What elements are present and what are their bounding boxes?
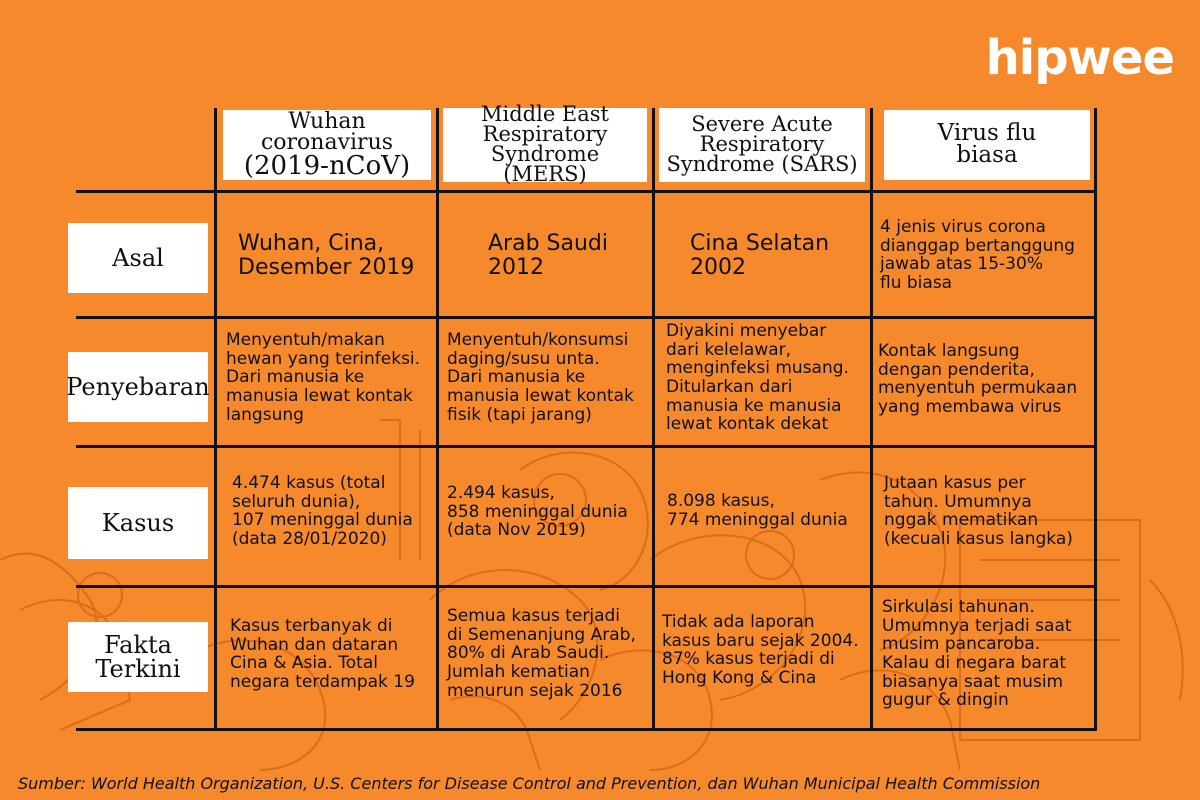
cell-penyebaran-mers: Menyentuh/konsumsi daging/susu unta. Dari manusia ke manusia lewat kontak fisik (tapi jarang) — [447, 330, 634, 425]
column-header-line: Wuhan coronavirus — [260, 108, 394, 155]
source-caption: Sumber: World Health Organization, U.S. Centers for Disease Control and Prevention, dan Wuhan Municipal Health Commission — [18, 774, 1041, 793]
cell-penyebaran-sars: Diyakini menyebar dari kelelawar, menginfeksi musang. Ditularkan dari manusia ke manusia lewat kontak dekat — [666, 321, 849, 435]
vline-3 — [652, 108, 655, 730]
vline-5 — [1094, 108, 1097, 730]
column-header-line: (2019-nCoV) — [243, 150, 411, 181]
cell-asal-mers: Arab Saudi 2012 — [488, 231, 609, 281]
row-header-asal: Asal — [68, 223, 208, 293]
cell-fakta-mers: Semua kasus terjadi di Semenanjung Arab, 80% di Arab Saudi. Jumlah kematian menurun sejak 2016 — [447, 606, 636, 701]
cell-kasus-2019-ncov: 4.474 kasus (total seluruh dunia), 107 meninggal dunia (data 28/01/2020) — [232, 473, 413, 550]
column-header-line: Severe Acute — [691, 112, 833, 137]
column-header-line: Syndrome (SARS) — [666, 151, 858, 176]
cell-kasus-flu: Jutaan kasus per tahun. Umumnya nggak mematikan (kecuali kasus langka) — [884, 473, 1073, 550]
column-header-line: Respiratory — [699, 132, 825, 157]
column-header-flu — [884, 110, 1090, 180]
column-header-line: Respiratory — [482, 122, 608, 147]
hipwee-logo: hipwee — [985, 30, 1174, 86]
cell-penyebaran-2019-ncov: Menyentuh/makan hewan yang terinfeksi. Dari manusia ke manusia lewat kontak langsung — [226, 330, 421, 425]
hline-2 — [76, 316, 1097, 319]
row-header-line: Fakta — [104, 631, 172, 659]
column-header-mers — [443, 102, 647, 186]
column-header-line: Syndrome (MERS) — [490, 142, 600, 186]
vline-1 — [214, 108, 217, 730]
cell-kasus-sars: 8.098 kasus, 774 meninggal dunia — [667, 491, 848, 530]
row-header-line: Terkini — [95, 655, 181, 683]
hline-5 — [76, 728, 1097, 731]
column-header-line: biasa — [956, 142, 1018, 168]
cell-asal-sars: Cina Selatan 2002 — [690, 231, 830, 281]
cell-fakta-sars: Tidak ada laporan kasus baru sejak 2004. 87% kasus terjadi di Hong Kong & Cina — [662, 612, 859, 689]
cell-asal-flu: 4 jenis virus corona dianggap bertanggung jawab atas 15-30% flu biasa — [880, 217, 1075, 294]
row-header-fakta-terkini — [68, 622, 208, 692]
cell-penyebaran-flu: Kontak langsung dengan penderita, menyentuh permukaan yang membawa virus — [878, 341, 1078, 418]
cell-fakta-flu: Sirkulasi tahunan. Umumnya terjadi saat musim pancaroba. Kalau di negara barat biasanya saat musim gugur & dingin — [882, 597, 1072, 711]
column-header-sars — [659, 108, 865, 182]
column-header-line: Middle East — [481, 102, 609, 127]
column-header-line: Virus flu — [937, 120, 1037, 147]
cell-kasus-mers: 2.494 kasus, 858 meninggal dunia (data Nov 2019) — [447, 483, 628, 541]
cell-fakta-2019-ncov: Kasus terbanyak di Wuhan dan dataran Cina & Asia. Total negara terdampak 19 — [230, 616, 415, 693]
vline-2 — [436, 108, 439, 730]
cell-asal-2019-ncov: Wuhan, Cina, Desember 2019 — [238, 231, 415, 281]
vline-4 — [870, 108, 873, 730]
row-header-kasus: Kasus — [68, 487, 208, 559]
row-header-penyebaran: Penyebaran — [68, 352, 208, 422]
column-header-2019-ncov — [223, 110, 431, 180]
hline-1 — [76, 190, 1097, 193]
hline-4 — [76, 585, 1097, 588]
hline-3 — [76, 445, 1097, 448]
